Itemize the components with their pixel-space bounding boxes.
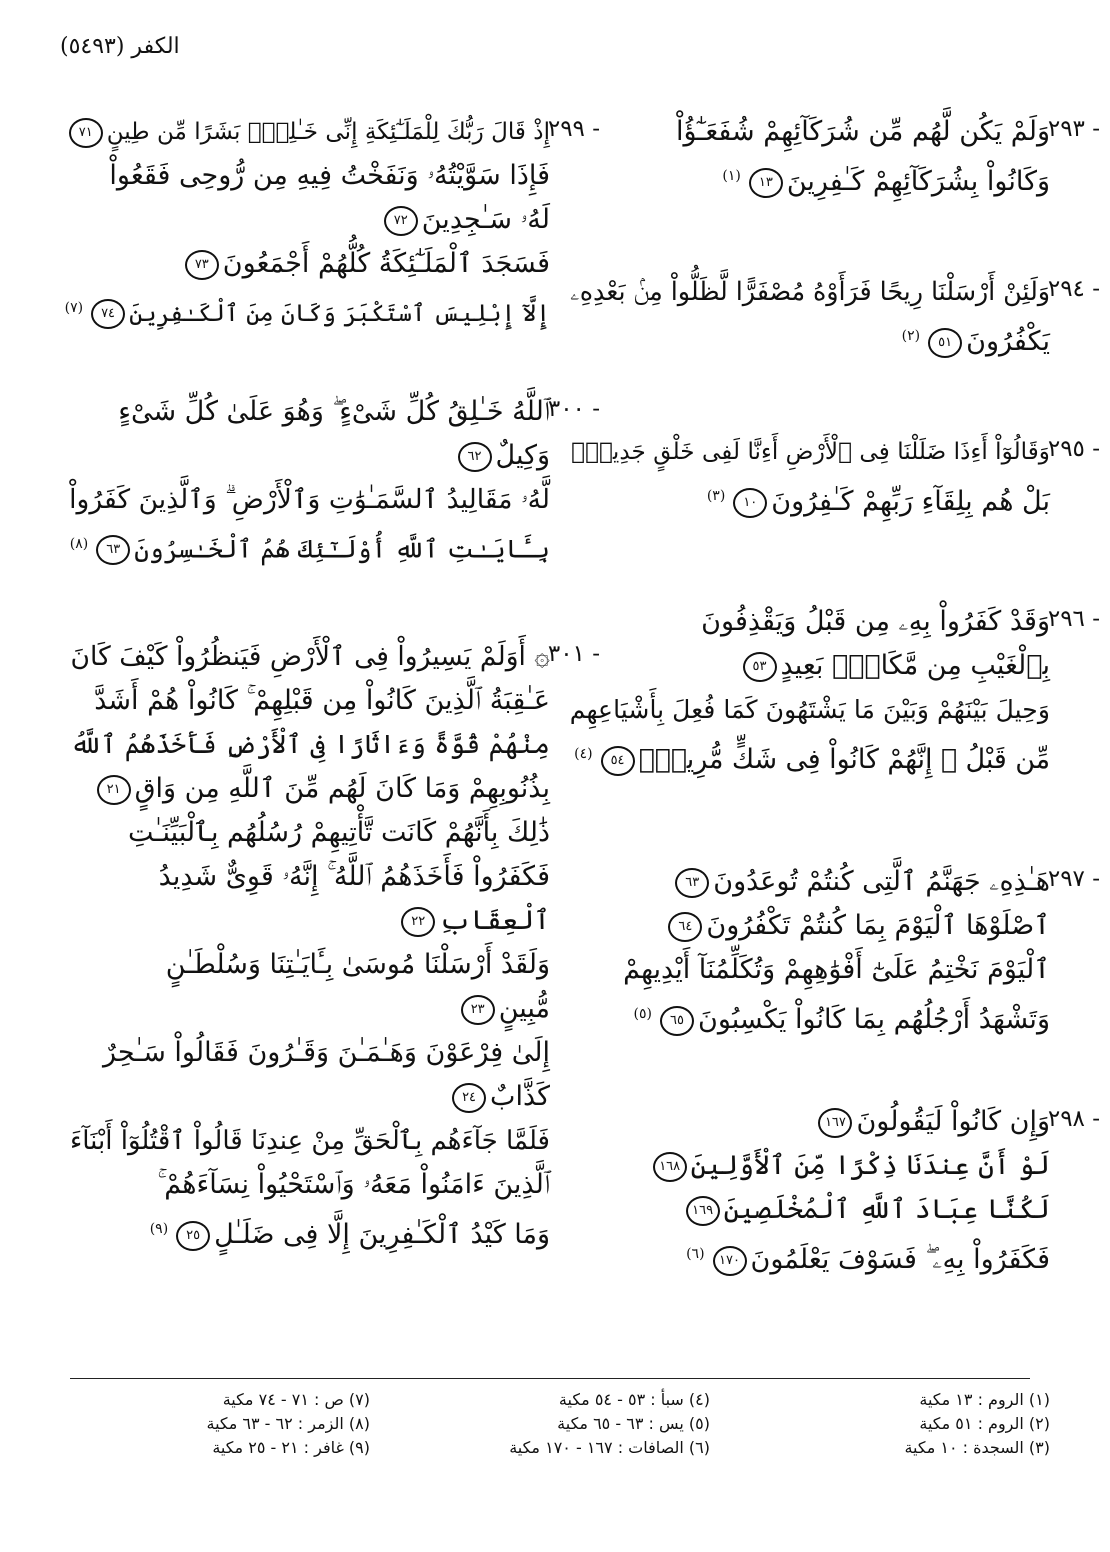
verse-line <box>570 1144 1050 1188</box>
ayah-number-marker: ٢٢ <box>401 907 435 937</box>
verse-line <box>570 1100 1050 1144</box>
verse-text: ٱلَّذِينَ ءَامَنُواْ مَعَهُۥ وَٱسْتَحْيُواْ نِسَآءَهُمْ ۚ <box>157 1169 550 1200</box>
footnote-column-2 <box>390 1388 710 1460</box>
verse-line <box>70 767 550 811</box>
verse-text: لَكُنَّا عِبَادَ ٱللَّهِ ٱلْمُخْلَصِينَ <box>723 1194 1050 1225</box>
verse-text: وَمَا كَيْدُ ٱلْكَـٰفِرِينَ إِلَّا فِى ضَلَـٰلٍ <box>214 1219 550 1250</box>
verse-line <box>70 811 550 855</box>
verse-line <box>70 434 550 478</box>
footnote: (٧) ص : ٧١ - ٧٤ مكية <box>222 1390 370 1409</box>
verse-text: وَحِيلَ بَيْنَهُمْ وَبَيْنَ مَا يَشْتَهُونَ كَمَا فُعِلَ بِأَشْيَاعِهِم <box>569 695 1050 724</box>
verse-text: لَّهُۥ مَقَالِيدُ ٱلسَّمَـٰوَٰتِ وَٱلْأَرْضِ ۗ وَٱلَّذِينَ كَفَرُواْ <box>69 484 550 515</box>
verse-text: إِلَىٰ فِرْعَوْنَ وَهَـٰمَـٰنَ وَقَـٰرُونَ فَقَالُواْ سَـٰحِرٌ <box>102 1037 550 1068</box>
footnote-ref: (٦) <box>686 1246 705 1262</box>
verse-entry <box>570 110 1100 198</box>
footnote-ref: (٢) <box>901 328 921 344</box>
verse-text: مِّن قَبْلُ ۚ إِنَّهُمْ كَانُواْ فِى شَكٍّ مُّرِيبٍۭ <box>638 743 1050 775</box>
verse-line <box>70 110 550 154</box>
entry-number: ٢٩٣ - <box>1047 116 1100 142</box>
verse-text: وَكَانُواْ بِشُرَكَآئِهِمْ كَـٰفِرِينَ <box>786 166 1050 197</box>
verse-text: لَهُۥ سَـٰجِدِينَ <box>421 204 550 235</box>
verse-line <box>70 154 550 198</box>
verse-text: كَذَّابٌ <box>490 1081 550 1112</box>
footnote-ref: (٤) <box>574 746 593 762</box>
footnote: (٥) يس : ٦٣ - ٦٥ مكية <box>557 1414 710 1433</box>
verse-text: وَلَقَدْ أَرْسَلْنَا مُوسَىٰ بِـَٔايَـٰتِنَا وَسُلْطَـٰنٍ <box>165 949 550 980</box>
verse-text: وَلَئِنْ أَرْسَلْنَا رِيحًا فَرَأَوْهُ مُصْفَرًّا لَّظَلُّواْ مِنۢ بَعْدِهِۦ <box>570 277 1050 306</box>
footnote-ref: (٨) <box>69 536 89 552</box>
verse-line <box>70 522 550 566</box>
ayah-number-marker: ١٧٠ <box>713 1246 747 1276</box>
verse-line <box>570 154 1050 198</box>
entry-number: ٢٩٦ - <box>1047 606 1100 632</box>
entry-number: ٢٩٤ - <box>1047 276 1100 302</box>
verse-line <box>570 1188 1050 1232</box>
verse-text: وَتَشْهَدُ أَرْجُلُهُم بِمَا كَانُواْ يَكْسِبُونَ <box>697 1004 1050 1035</box>
verse-text: لَوْ أَنَّ عِندَنَا ذِكْرًا مِّنَ ٱلْأَوَّلِينَ <box>690 1150 1050 1181</box>
footnote: (٤) سبأ : ٥٣ - ٥٤ مكية <box>558 1390 710 1409</box>
verse-text: وَقَالُوٓاْ أَءِذَا ضَلَلْنَا فِى ٱلْأَرْضِ أَءِنَّا لَفِى خَلْقٍ جَدِيدٍۭ <box>571 438 1050 465</box>
verse-line <box>570 600 1050 644</box>
verse-entry <box>69 390 600 566</box>
verse-text: وَلَمْ يَكُن لَّهُم مِّن شُرَكَآئِهِمْ شُفَعَـٰٓؤُاْ <box>676 116 1050 147</box>
ayah-number-marker: ٧٣ <box>185 250 219 280</box>
verse-line <box>70 723 550 767</box>
ayah-number-marker: ٥١ <box>928 328 962 358</box>
verse-line <box>70 1163 550 1207</box>
verse-text: بِٱلْغَيْبِ مِن مَّكَانٍۭ بَعِيدٍ <box>780 650 1050 681</box>
footnote: (٢) الروم : ٥١ مكية <box>919 1414 1050 1433</box>
ayah-number-marker: ٦٥ <box>660 1006 694 1036</box>
verse-line <box>570 270 1050 314</box>
ayah-number-marker: ٦٣ <box>96 535 130 565</box>
verse-line <box>70 1075 550 1119</box>
verse-text: يَكْفُرُونَ <box>966 326 1050 357</box>
footnote: (٦) الصافات : ١٦٧ - ١٧٠ مكية <box>509 1438 710 1457</box>
verse-line <box>570 314 1050 358</box>
verse-text: وَقَدْ كَفَرُواْ بِهِۦ مِن قَبْلُ وَيَقْذِفُونَ <box>701 606 1050 637</box>
verse-text: مُّبِينٍ <box>498 993 550 1024</box>
verse-line <box>570 644 1050 688</box>
verse-line <box>570 904 1050 948</box>
entry-number: ٣٠٠ - <box>547 396 600 422</box>
verse-text: وَإِن كَانُواْ لَيَقُولُونَ <box>856 1106 1050 1137</box>
ayah-number-marker: ٢١ <box>97 775 131 805</box>
verse-line <box>70 242 550 286</box>
ayah-number-marker: ٦٤ <box>668 912 702 942</box>
verse-line <box>70 987 550 1031</box>
verse-text: بِذُنُوبِهِمْ وَمَا كَانَ لَهُم مِّنَ ٱللَّهِ مِن وَاقٍ <box>134 773 550 804</box>
verse-line <box>70 478 550 522</box>
footnote-ref: (٣) <box>706 488 726 504</box>
entry-number: ٢٩٩ - <box>547 116 600 142</box>
verse-line <box>70 198 550 242</box>
verse-entry <box>570 860 1100 1036</box>
footnote-divider <box>70 1378 1030 1379</box>
verse-text: مِنْهُمْ قُوَّةً وَءَاثَارًا فِى ٱلْأَرْضِ فَأَخَذَهُمُ ٱللَّهُ <box>70 730 550 760</box>
page-header: الكفر (٥٤٩٣) <box>60 34 180 59</box>
ayah-number-marker: ٢٣ <box>461 995 495 1025</box>
verse-line <box>70 390 550 434</box>
entry-number: ٣٠١ - <box>547 641 600 667</box>
entry-number: ٢٩٧ - <box>1047 866 1100 892</box>
verse-entry <box>570 1100 1100 1276</box>
footnote: (٣) السجدة : ١٠ مكية <box>904 1438 1050 1457</box>
ayah-number-marker: ١٦٧ <box>818 1108 852 1138</box>
verse-line <box>70 855 550 899</box>
verse-text: بِـَٔايَـٰتِ ٱللَّهِ أُوْلَـٰٓئِكَ هُمُ ٱلْخَـٰسِرُونَ <box>134 534 550 564</box>
verse-text: ٱلْيَوْمَ نَخْتِمُ عَلَىٰٓ أَفْوَٰهِهِمْ وَتُكَلِّمُنَآ أَيْدِيهِمْ <box>623 954 1050 985</box>
ayah-number-marker: ٦٣ <box>675 868 709 898</box>
verse-line <box>570 732 1050 776</box>
verse-line <box>70 943 550 987</box>
footnote-ref: (١) <box>722 168 741 184</box>
footnote-ref: (٧) <box>64 300 84 316</box>
verse-line <box>70 679 550 723</box>
footnote: (١) الروم : ١٣ مكية <box>919 1390 1050 1409</box>
verse-text: ذَٰلِكَ بِأَنَّهُمْ كَانَت تَّأْتِيهِمْ رُسُلُهُم بِٱلْبَيِّنَـٰتِ <box>128 817 550 848</box>
ayah-number-marker: ١٦٨ <box>653 1152 687 1182</box>
verse-text: هَـٰذِهِۦ جَهَنَّمُ ٱلَّتِى كُنتُمْ تُوعَدُونَ <box>713 866 1050 897</box>
verse-text: فَسَجَدَ ٱلْمَلَـٰٓئِكَةُ كُلُّهُمْ أَجْمَعُونَ <box>222 248 550 279</box>
verse-text: ٱلْعِقَابِ <box>439 905 550 936</box>
verse-text: عَـٰقِبَةُ ٱلَّذِينَ كَانُواْ مِن قَبْلِهِمْ ۚ كَانُواْ هُمْ أَشَدَّ <box>94 685 550 716</box>
footnote-ref: (٥) <box>633 1006 652 1022</box>
footnote-column-3 <box>50 1388 370 1460</box>
verse-text: وَكِيلٌ <box>495 440 550 471</box>
ayah-number-marker: ١٦٩ <box>686 1196 720 1226</box>
verse-text: فَلَمَّا جَآءَهُم بِٱلْحَقِّ مِنْ عِندِنَا قَالُواْ ٱقْتُلُوٓاْ أَبْنَآءَ <box>70 1126 550 1156</box>
verse-line <box>64 286 550 330</box>
ayah-number-marker: ٥٣ <box>743 652 777 682</box>
verse-line <box>70 635 550 679</box>
verse-entry <box>70 635 600 1251</box>
verse-text: إِلَّآ إِبْلِيسَ ٱسْتَكْبَرَ وَكَانَ مِنَ ٱلْكَـٰفِرِينَ <box>129 298 550 327</box>
footnote: (٨) الزمر : ٦٢ - ٦٣ مكية <box>206 1414 370 1433</box>
verse-line <box>570 430 1050 474</box>
verse-entry <box>570 270 1100 358</box>
verse-line <box>570 860 1050 904</box>
verse-text: ٱللَّهُ خَـٰلِقُ كُلِّ شَىْءٍ ۖ وَهُوَ عَلَىٰ كُلِّ شَىْءٍ <box>118 396 550 427</box>
entry-number: ٢٩٥ - <box>1047 436 1100 462</box>
verse-line <box>70 899 550 943</box>
verse-text: إِذْ قَالَ رَبُّكَ لِلْمَلَـٰٓئِكَةِ إِنِّى خَـٰلِقٌۢ بَشَرًا مِّن طِينٍ <box>106 119 550 145</box>
verse-text: فَكَفَرُواْ فَأَخَذَهُمُ ٱللَّهُ ۚ إِنَّهُۥ قَوِىٌّ شَدِيدُ <box>158 861 550 892</box>
verse-entry <box>64 110 600 330</box>
footnote-column-1 <box>730 1388 1050 1460</box>
verse-text: ۞ أَوَلَمْ يَسِيرُواْ فِى ٱلْأَرْضِ فَيَنظُرُواْ كَيْفَ كَانَ <box>70 641 550 672</box>
ayah-number-marker: ١٠ <box>733 488 767 518</box>
verse-text: فَإِذَا سَوَّيْتُهُۥ وَنَفَخْتُ فِيهِ مِن رُّوحِى فَقَعُواْ <box>109 160 550 191</box>
ayah-number-marker: ٦٢ <box>458 442 492 472</box>
verse-entry <box>570 430 1100 518</box>
ayah-number-marker: ٧٢ <box>384 206 418 236</box>
ayah-number-marker: ٥٤ <box>601 746 635 776</box>
footnote: (٩) غافر : ٢١ - ٢٥ مكية <box>212 1438 370 1457</box>
entry-number: ٢٩٨ - <box>1047 1106 1100 1132</box>
verse-line <box>70 1119 550 1163</box>
verse-line <box>570 110 1050 154</box>
ayah-number-marker: ٢٥ <box>176 1221 210 1251</box>
verse-entry <box>569 600 1100 776</box>
verse-text: فَكَفَرُواْ بِهِۦ ۖ فَسَوْفَ يَعْلَمُونَ <box>750 1244 1050 1275</box>
verse-line <box>70 1207 550 1251</box>
verse-line <box>570 948 1050 992</box>
ayah-number-marker: ٢٤ <box>452 1083 486 1113</box>
ayah-number-marker: ١٣ <box>749 168 783 198</box>
verse-line <box>570 688 1050 732</box>
verse-line <box>570 474 1050 518</box>
verse-line <box>570 992 1050 1036</box>
footnote-ref: (٩) <box>149 1221 169 1237</box>
ayah-number-marker: ٧٤ <box>91 299 125 329</box>
verse-text: بَلْ هُم بِلِقَآءِ رَبِّهِمْ كَـٰفِرُونَ <box>771 486 1050 517</box>
ayah-number-marker: ٧١ <box>69 118 103 148</box>
verse-line <box>570 1232 1050 1276</box>
verse-line <box>70 1031 550 1075</box>
verse-text: ٱصْلَوْهَا ٱلْيَوْمَ بِمَا كُنتُمْ تَكْفُرُونَ <box>706 910 1050 941</box>
